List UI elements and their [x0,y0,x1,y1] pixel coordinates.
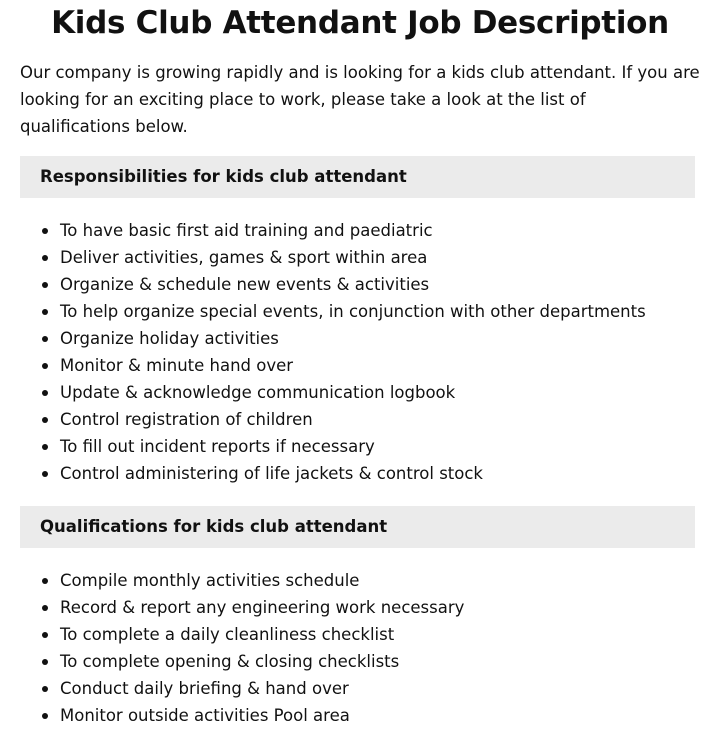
list-item-text: Compile monthly activities schedule [60,571,360,590]
list-item-text: Monitor & minute hand over [60,356,294,375]
list-item-text: Control administering of life jackets & control stock [60,464,483,483]
list-item-text: Control registration of children [60,410,313,429]
qualifications-list [20,567,700,729]
list-item-text: To help organize special events, in conjunction with other departments [60,302,646,321]
bullet-icon [42,605,48,611]
bullet-icon [42,686,48,692]
list-item-text: Update & acknowledge communication logbook [60,383,456,402]
list-item [20,594,700,621]
list-item [20,271,700,298]
bullet-icon [42,417,48,423]
bullet-icon [42,363,48,369]
list-item-text: To complete opening & closing checklists [60,652,400,671]
list-item [20,460,700,487]
bullet-icon [42,390,48,396]
list-item-text: To have basic first aid training and paediatric [60,221,433,240]
list-item-text: Organize & schedule new events & activities [60,275,430,294]
list-item [20,648,700,675]
intro-paragraph: Our company is growing rapidly and is looking for a kids club attendant. If you are looking for an exciting place to work, please take a look at the list of qualifications below. [20,63,700,136]
list-item-text: Deliver activities, games & sport within area [60,248,428,267]
page-title: Kids Club Attendant Job Description [51,5,669,41]
bullet-icon [42,282,48,288]
list-item [20,352,700,379]
bullet-icon [42,255,48,261]
list-item [20,244,700,271]
list-item [20,675,700,702]
list-item [20,217,700,244]
list-item-text: Conduct daily briefing & hand over [60,679,349,698]
list-item-text: To fill out incident reports if necessary [60,437,375,456]
bullet-icon [42,632,48,638]
bullet-icon [42,228,48,234]
list-item [20,702,700,729]
bullet-icon [42,659,48,665]
list-item [20,433,700,460]
bullet-icon [42,578,48,584]
list-item [20,325,700,352]
list-item-text: Monitor outside activities Pool area [60,706,350,725]
list-item-text: Organize holiday activities [60,329,279,348]
list-item-text: Record & report any engineering work necessary [60,598,465,617]
bullet-icon [42,309,48,315]
list-item [20,379,700,406]
bullet-icon [42,444,48,450]
bullet-icon [42,713,48,719]
bullet-icon [42,336,48,342]
responsibilities-list [20,217,700,487]
list-item [20,298,700,325]
responsibilities-header: Responsibilities for kids club attendant [20,156,695,198]
list-item-text: To complete a daily cleanliness checklist [60,625,395,644]
list-item [20,406,700,433]
qualifications-header: Qualifications for kids club attendant [20,506,695,548]
list-item [20,567,700,594]
list-item [20,621,700,648]
bullet-icon [42,471,48,477]
